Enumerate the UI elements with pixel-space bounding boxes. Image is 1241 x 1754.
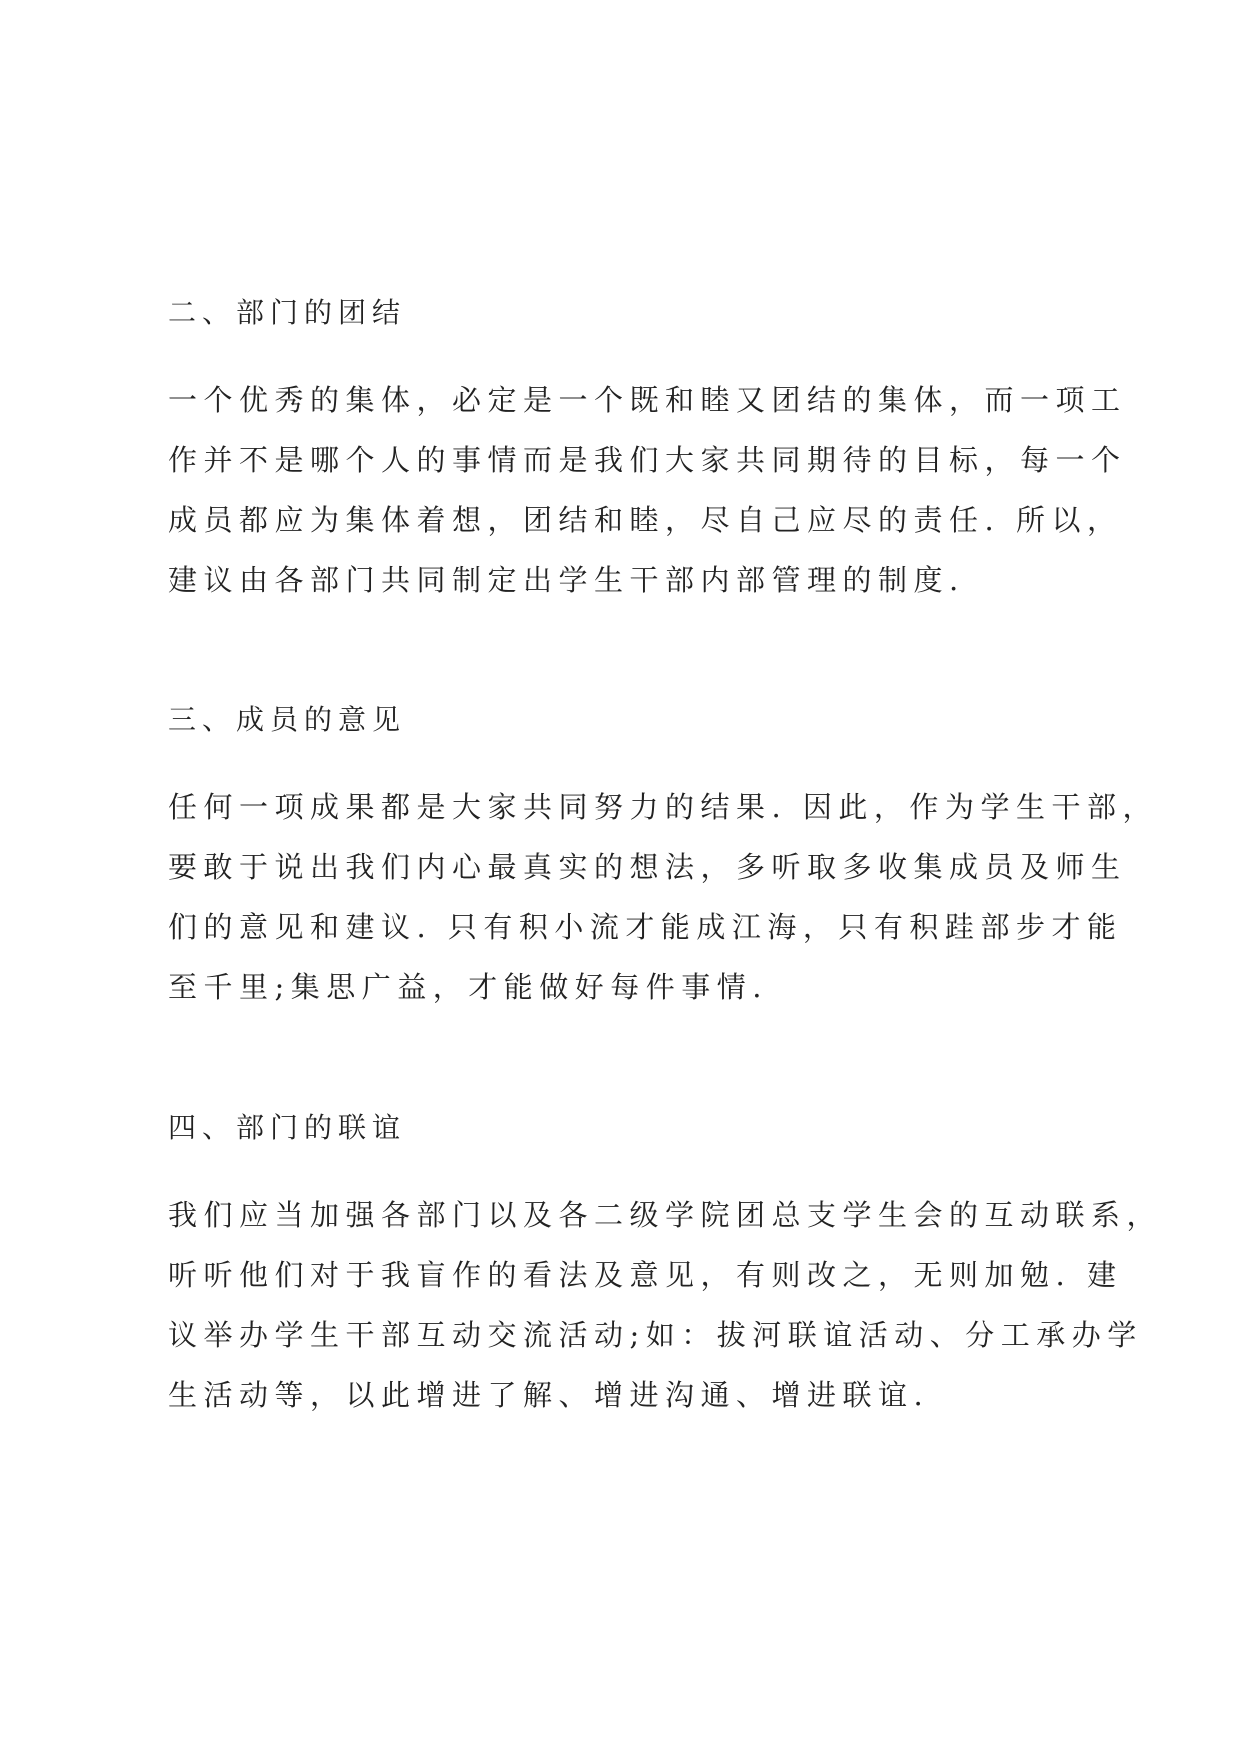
section-paragraph-unity xyxy=(168,370,1127,610)
paragraph-line: 一个优秀的集体，必定是一个既和睦又团结的集体，而一项工 xyxy=(168,383,1127,417)
section-heading-unity: 二、部门的团结 xyxy=(168,296,407,329)
paragraph-line: 要敢于说出我们内心最真实的想法，多听取多收集成员及师生 xyxy=(168,850,1127,884)
paragraph-line: 作并不是哪个人的事情而是我们大家共同期待的目标，每一个 xyxy=(168,443,1127,477)
paragraph-line: 任何一项成果都是大家共同努力的结果. 因此，作为学生干部， xyxy=(168,790,1158,824)
paragraph-line: 们的意见和建议. 只有积小流才能成江海，只有积跬部步才能 xyxy=(168,910,1123,944)
paragraph-line: 我们应当加强各部门以及各二级学院团总支学生会的互动联系， xyxy=(168,1198,1163,1232)
paragraph-line: 听听他们对于我盲作的看法及意见，有则改之，无则加勉. 建 xyxy=(168,1258,1123,1292)
paragraph-line: 建议由各部门共同制定出学生干部内部管理的制度. xyxy=(168,563,965,597)
section-paragraph-fellowship xyxy=(168,1185,1163,1425)
section-paragraph-opinions xyxy=(168,777,1158,1017)
paragraph-line: 成员都应为集体着想，团结和睦，尽自己应尽的责任. 所以， xyxy=(168,503,1123,537)
section-heading-opinions: 三、成员的意见 xyxy=(168,703,407,736)
paragraph-line: 生活动等，以此增进了解、增进沟通、增进联谊. xyxy=(168,1378,930,1412)
section-heading-fellowship: 四、部门的联谊 xyxy=(168,1111,407,1144)
paragraph-line: 议举办学生干部互动交流活动;如：拔河联谊活动、分工承办学 xyxy=(168,1318,1143,1352)
paragraph-line: 至千里;集思广益，才能做好每件事情. xyxy=(168,970,768,1004)
